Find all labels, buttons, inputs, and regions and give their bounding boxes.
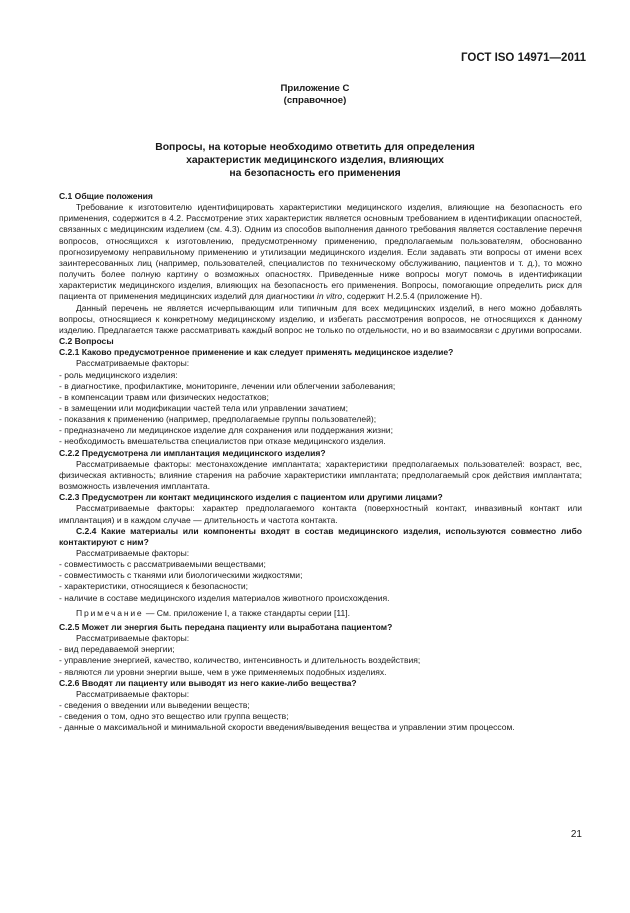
list-item: - совместимость с рассматриваемыми веществами; [59, 559, 266, 570]
factors-intro: Рассматриваемые факторы: [76, 633, 190, 644]
paragraph-text: , содержит Н.2.5.4 (приложение Н). [342, 291, 483, 302]
list-item: - сведения о том, одно это вещество или группа веществ; [59, 711, 289, 722]
note-label: Примечание [76, 607, 144, 618]
paragraph: Рассматриваемые факторы: характер предполагаемого контакта (поверхностный контакт, инвазивный контакт или имплантация) и в каждом случае — длительность и частота контакта. [59, 503, 582, 525]
list-item: - необходимость вмешательства специалистов при отказе медицинского изделия. [59, 436, 386, 447]
annex-type: (справочное) [283, 95, 347, 106]
question-heading: С.2.2 Предусмотрена ли имплантация медицинского изделия? [59, 447, 326, 458]
question-heading: С.2.4 Какие материалы или компоненты входят в состав медицинского изделия, используются совместно либо контактируют с ним? [59, 525, 582, 547]
list-item: - роль медицинского изделия: [59, 369, 178, 380]
list-item: - в замещении или модификации частей тела или управлении зачатием; [59, 402, 349, 413]
paragraph [59, 202, 582, 302]
title-line-2: характеристик медицинского изделия, влияющих [186, 155, 444, 166]
paragraph: Рассматриваемые факторы: местонахождение имплантата; характеристики предполагаемых пользователей: возраст, вес, физическая активность; влияние старения на рабочие характеристики имплантата; предполагаемый срок действия имплантата; возможность извлечения имплантата. [59, 458, 582, 492]
paragraph-text: Требование к изготовителю идентифицировать характеристики медицинского изделия, влияющие на безопасность его применения, содержится в 4.2. Рассмотрение этих характеристик является основным требованием в идентификации опасностей, связанных с медицинским изделием (см. 4.3). Одним из способов выполнения данного требования является составление перечня вопросов, относящихся к изготовлению, предусмотренному применению, предполагаемым пользователям, обоснованно прогнозируемому неправильному применению и утилизации медицинского изделия. Если задавать эти вопросы от имени всех заинтересованных лиц (например, пользователей, специалистов по техническому обслуживанию, пациентов и т. д.), то можно получить более полную картину о возможных опасностях. Приведенные ниже вопросы могут помочь в идентификации характеристик медицинского изделия, влияющих на безопасность его применения. Вопросы, помогающие определить риск для пациента от применения медицинских изделий для диагностики [59, 202, 582, 302]
factors-intro: Рассматриваемые факторы: [76, 548, 190, 558]
document-title [90, 141, 540, 180]
question-heading: С.2.6 Вводят ли пациенту или выводят из него какие-либо вещества? [59, 677, 357, 688]
list-item: - совместимость с тканями или биологическими жидкостями; [59, 570, 303, 581]
list-item: - показания к применению (например, предполагаемые группы пользователей); [59, 414, 377, 425]
question-heading: С.2.5 Может ли энергия быть передана пациенту или выработана пациентом? [59, 621, 393, 632]
page-number: 21 [570, 829, 582, 840]
title-line-1: Вопросы, на которые необходимо ответить для определения [155, 142, 475, 153]
main-content [59, 191, 582, 734]
list-item: - данные о максимальной и минимальной скорости введения/выведения вещества и управлении этим процессом. [59, 722, 515, 733]
note [59, 608, 582, 619]
list-item: - сведения о введении или выведении веществ; [59, 700, 250, 711]
note-text: — См. приложение I, а также стандарты серии [11]. [143, 607, 350, 618]
section-heading: С.1 Общие положения [59, 191, 153, 201]
title-line-3: на безопасность его применения [229, 168, 401, 179]
section-heading: С.2 Вопросы [59, 336, 114, 347]
factors-intro: Рассматриваемые факторы: [76, 358, 190, 369]
annex-heading [0, 83, 630, 107]
list-item: - наличие в составе медицинского изделия материалов животного происхождения. [59, 592, 390, 603]
list-item: - характеристики, относящиеся к безопасности; [59, 581, 249, 592]
list-item: - являются ли уровни энергии выше, чем в уже применяемых подобных изделиях. [59, 666, 387, 677]
list-item: - вид передаваемой энергии; [59, 644, 175, 655]
list-item: - в диагностике, профилактике, мониторинге, лечении или облегчении заболевания; [59, 380, 396, 391]
annex-title: Приложение С [280, 83, 350, 94]
list-item: - управление энергией, качество, количество, интенсивность и длительность воздействия; [59, 655, 421, 666]
list-item: - предназначено ли медицинское изделие для сохранения или поддержания жизни; [59, 425, 393, 436]
factors-intro: Рассматриваемые факторы: [76, 688, 190, 699]
question-heading: С.2.3 Предусмотрен ли контакт медицинского изделия с пациентом или другими лицами? [59, 492, 443, 503]
standard-header: ГОСТ ISO 14971—2011 [461, 52, 586, 64]
italic-term: in vitro [316, 291, 343, 302]
paragraph: Данный перечень не является исчерпывающим или типичным для всех медицинских изделий, в него можно добавлять вопросы, относящиеся к конкретному медицинскому изделию, и избегать рассмотрения вопросов, не относящихся к данному изделию. Предлагается также рассматривать каждый вопрос не только по отдельности, но и во взаимосвязи с другими вопросами. [59, 302, 582, 335]
list-item: - в компенсации травм или физических недостатков; [59, 391, 269, 402]
question-heading: С.2.1 Каково предусмотренное применение и как следует применять медицинское изделие? [59, 347, 454, 358]
